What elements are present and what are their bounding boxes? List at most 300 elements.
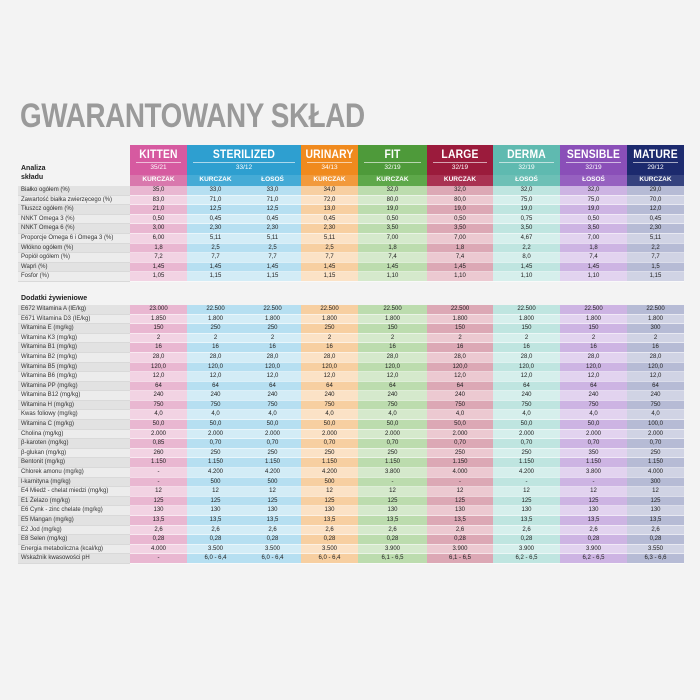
cell-value: 240 (627, 391, 684, 401)
section-spacer (427, 294, 493, 305)
cell-value: 2 (130, 333, 187, 343)
cell-value: 125 (244, 496, 301, 506)
cell-value: 16 (560, 343, 627, 353)
cell-value: 8,0 (493, 253, 560, 263)
product-name: FIT (384, 149, 401, 161)
cell-value: 0,50 (358, 214, 427, 224)
section-spacer (130, 294, 187, 305)
cell-value: 130 (560, 506, 627, 516)
cell-value: 50,0 (187, 420, 244, 430)
additives-section-row (18, 294, 684, 305)
cell-value: 1,45 (358, 262, 427, 272)
cell-value: 0,85 (130, 439, 187, 449)
protein-fat-ratio: 32/19 (566, 162, 621, 172)
cell-value: 28,0 (358, 352, 427, 362)
section-spacer (493, 294, 560, 305)
cell-value: 6,0 - 6,4 (187, 554, 244, 564)
cell-value: - (427, 477, 493, 487)
row-label: E1 Żelazo (mg/kg) (18, 496, 130, 506)
section-spacer (301, 294, 358, 305)
cell-value: 12,0 (358, 372, 427, 382)
cell-value: 4.200 (301, 468, 358, 478)
gap-cell (301, 281, 358, 294)
cell-value: 64 (358, 381, 427, 391)
cell-value: 750 (301, 400, 358, 410)
cell-value: 13,5 (358, 516, 427, 526)
cell-value: 2 (187, 333, 244, 343)
cell-value: 13,0 (301, 205, 358, 215)
row-label: E672 Witamina A (IE/kg) (18, 305, 130, 314)
cell-value: 100,0 (627, 420, 684, 430)
cell-value: 12,5 (244, 205, 301, 215)
cell-value: 50,0 (301, 420, 358, 430)
cell-value: 64 (560, 381, 627, 391)
table-row (18, 439, 684, 449)
cell-value: 13,5 (493, 516, 560, 526)
cell-value: 4.000 (627, 468, 684, 478)
row-label: Witamina B6 (mg/kg) (18, 372, 130, 382)
cell-value: 1,15 (301, 272, 358, 282)
cell-value: 3,00 (130, 224, 187, 234)
cell-value: 12 (358, 487, 427, 497)
table-row (18, 214, 684, 224)
product-header (358, 145, 427, 175)
section-spacer (627, 294, 684, 305)
cell-value: 3.500 (244, 544, 301, 554)
cell-value: 1,45 (130, 262, 187, 272)
cell-value: 75,0 (493, 195, 560, 205)
cell-value: 300 (627, 477, 684, 487)
cell-value: 150 (358, 324, 427, 334)
cell-value: 0,70 (560, 439, 627, 449)
protein-fat-ratio: 35/21 (136, 162, 181, 172)
row-label: E4 Miedź - chelat miedzi (mg/kg) (18, 487, 130, 497)
row-label: Witamina H (mg/kg) (18, 400, 130, 410)
product-name: STERILIZED (212, 149, 276, 161)
row-label: Witamina B12 (mg/kg) (18, 391, 130, 401)
table-row (18, 544, 684, 554)
cell-value: 13,5 (560, 516, 627, 526)
cell-value: 71,0 (244, 195, 301, 205)
cell-value: 3,50 (358, 224, 427, 234)
cell-value: 4,0 (427, 410, 493, 420)
cell-value: 2,6 (427, 525, 493, 535)
cell-value: 2 (358, 333, 427, 343)
cell-value: 130 (358, 506, 427, 516)
cell-value: 12 (244, 487, 301, 497)
cell-value: 1.150 (427, 458, 493, 468)
cell-value: 2,30 (244, 224, 301, 234)
cell-value: 4.200 (493, 468, 560, 478)
cell-value: 2,30 (187, 224, 244, 234)
cell-value: 7,00 (560, 233, 627, 243)
flavor-label: KURCZAK (358, 175, 427, 186)
cell-value: 125 (493, 496, 560, 506)
cell-value: 16 (187, 343, 244, 353)
cell-value: 240 (427, 391, 493, 401)
cell-value: 1,15 (627, 272, 684, 282)
cell-value: 12,5 (187, 205, 244, 215)
protein-fat-ratio: 33/12 (193, 162, 295, 172)
cell-value: 0,28 (244, 535, 301, 545)
cell-value: 1.150 (560, 458, 627, 468)
cell-value: 50,0 (493, 420, 560, 430)
table-row (18, 352, 684, 362)
cell-value: 0,70 (187, 439, 244, 449)
cell-value: 3.800 (560, 468, 627, 478)
cell-value: 4.200 (187, 468, 244, 478)
cell-value: 70,0 (627, 195, 684, 205)
cell-value: 28,0 (493, 352, 560, 362)
row-label: E2 Jod (mg/kg) (18, 525, 130, 535)
row-label: Energia metaboliczna (kcal/kg) (18, 544, 130, 554)
row-label: E671 Witamina D3 (IE/kg) (18, 314, 130, 324)
cell-value: 0,70 (358, 439, 427, 449)
cell-value: 1,45 (560, 262, 627, 272)
cell-value: 1.150 (627, 458, 684, 468)
cell-value: 13,5 (130, 516, 187, 526)
cell-value: 2,6 (358, 525, 427, 535)
cell-value: 23.000 (130, 305, 187, 314)
cell-value: - (130, 554, 187, 564)
cell-value: 1,45 (187, 262, 244, 272)
cell-value: 6,1 - 6,5 (358, 554, 427, 564)
table-row (18, 496, 684, 506)
cell-value: 240 (560, 391, 627, 401)
cell-value: 12 (627, 487, 684, 497)
table-row (18, 186, 684, 195)
cell-value: 2.000 (187, 429, 244, 439)
cell-value: 28,0 (244, 352, 301, 362)
cell-value: 6,2 - 6,5 (560, 554, 627, 564)
cell-value: 28,0 (187, 352, 244, 362)
product-header (427, 145, 493, 175)
cell-value: 750 (130, 400, 187, 410)
cell-value: 50,0 (560, 420, 627, 430)
cell-value: 2 (301, 333, 358, 343)
row-label: Bentonit (mg/kg) (18, 458, 130, 468)
cell-value: 1.150 (493, 458, 560, 468)
cell-value: 12 (187, 487, 244, 497)
product-name: KITTEN (139, 149, 178, 161)
cell-value: 29,0 (627, 186, 684, 195)
table-row (18, 272, 684, 282)
cell-value: 0,45 (627, 214, 684, 224)
cell-value: 2,6 (301, 525, 358, 535)
cell-value: 16 (493, 343, 560, 353)
row-label: Chlorek amonu (mg/kg) (18, 468, 130, 478)
cell-value: 22.500 (427, 305, 493, 314)
table-row (18, 243, 684, 253)
cell-value: 1,8 (130, 243, 187, 253)
cell-value: 750 (187, 400, 244, 410)
cell-value: 0,28 (493, 535, 560, 545)
cell-value: 2,6 (560, 525, 627, 535)
analysis-section-label (18, 164, 130, 186)
product-header (187, 145, 301, 175)
cell-value: 16 (358, 343, 427, 353)
cell-value: 4,0 (244, 410, 301, 420)
gap-cell (560, 281, 627, 294)
table-row (18, 516, 684, 526)
cell-value: 130 (427, 506, 493, 516)
cell-value: 22.500 (187, 305, 244, 314)
cell-value: 1,8 (427, 243, 493, 253)
cell-value: 64 (244, 381, 301, 391)
cell-value: 19,0 (560, 205, 627, 215)
cell-value: 3.800 (358, 468, 427, 478)
row-label: Wskaźnik kwasowości pH (18, 554, 130, 564)
cell-value: 1.150 (244, 458, 301, 468)
cell-value: 12 (427, 487, 493, 497)
cell-value: 240 (301, 391, 358, 401)
cell-value: 4,0 (627, 410, 684, 420)
cell-value: 7,4 (560, 253, 627, 263)
cell-value: 7,4 (358, 253, 427, 263)
cell-value: 12 (301, 487, 358, 497)
protein-fat-ratio: 32/19 (433, 162, 487, 172)
cell-value: 16 (627, 343, 684, 353)
row-label: Wapń (%) (18, 262, 130, 272)
cell-value: 130 (493, 506, 560, 516)
gap-cell (187, 281, 244, 294)
cell-value: 32,0 (560, 186, 627, 195)
cell-value: 6,0 - 6,4 (301, 554, 358, 564)
cell-value: 125 (358, 496, 427, 506)
cell-value: 3.550 (627, 544, 684, 554)
cell-value: - (560, 477, 627, 487)
row-label: l-karnityna (mg/kg) (18, 477, 130, 487)
cell-value: 120,0 (627, 362, 684, 372)
cell-value: 7,4 (427, 253, 493, 263)
product-header (493, 145, 560, 175)
cell-value: 0,70 (301, 439, 358, 449)
product-header (301, 145, 358, 175)
cell-value: 150 (130, 324, 187, 334)
cell-value: 12,0 (560, 372, 627, 382)
row-label: Fosfor (%) (18, 272, 130, 282)
row-label: Witamina K3 (mg/kg) (18, 333, 130, 343)
cell-value: 12,0 (627, 205, 684, 215)
cell-value: 22.500 (493, 305, 560, 314)
cell-value: 150 (427, 324, 493, 334)
cell-value: 1.800 (560, 314, 627, 324)
cell-value: 32,0 (493, 186, 560, 195)
cell-value: 28,0 (427, 352, 493, 362)
cell-value: 12,0 (627, 372, 684, 382)
cell-value: 3,50 (493, 224, 560, 234)
cell-value: 0,28 (627, 535, 684, 545)
cell-value: 33,0 (244, 186, 301, 195)
table-row (18, 314, 684, 324)
cell-value: 2.000 (130, 429, 187, 439)
cell-value: 125 (627, 496, 684, 506)
cell-value: 1.800 (301, 314, 358, 324)
table-row (18, 324, 684, 334)
analysis-label-line1: Analiza (21, 164, 46, 172)
cell-value: 32,0 (358, 186, 427, 195)
cell-value: 1,45 (493, 262, 560, 272)
cell-value: 1.800 (187, 314, 244, 324)
table-row (18, 458, 684, 468)
cell-value: 750 (493, 400, 560, 410)
cell-value: 22.500 (627, 305, 684, 314)
cell-value: 500 (301, 477, 358, 487)
protein-fat-ratio: 29/12 (633, 162, 678, 172)
cell-value: 240 (493, 391, 560, 401)
product-name: SENSIBLE (566, 149, 621, 161)
cell-value: 240 (244, 391, 301, 401)
row-label: β-karoten (mg/kg) (18, 439, 130, 449)
table-row (18, 233, 684, 243)
cell-value: 250 (187, 448, 244, 458)
table-row (18, 535, 684, 545)
cell-value: 250 (427, 448, 493, 458)
cell-value: 250 (358, 448, 427, 458)
cell-value: 4,0 (130, 410, 187, 420)
cell-value: - (130, 468, 187, 478)
cell-value: 3,50 (560, 224, 627, 234)
product-header (130, 145, 187, 175)
cell-value: 120,0 (301, 362, 358, 372)
cell-value: 0,50 (560, 214, 627, 224)
cell-value: 2 (493, 333, 560, 343)
cell-value: 120,0 (560, 362, 627, 372)
protein-fat-ratio: 34/13 (307, 162, 352, 172)
cell-value: 250 (493, 448, 560, 458)
cell-value: 2,30 (301, 224, 358, 234)
cell-value: 16 (301, 343, 358, 353)
row-label: Witamina B1 (mg/kg) (18, 343, 130, 353)
table-row (18, 448, 684, 458)
cell-value: 750 (560, 400, 627, 410)
cell-value: 130 (187, 506, 244, 516)
composition-table (18, 145, 684, 564)
cell-value: 1.800 (493, 314, 560, 324)
cell-value: 12,0 (493, 372, 560, 382)
cell-value: 7,2 (130, 253, 187, 263)
table-row (18, 205, 684, 215)
cell-value: 1,10 (493, 272, 560, 282)
cell-value: 300 (627, 324, 684, 334)
cell-value: 0,28 (427, 535, 493, 545)
cell-value: 19,0 (358, 205, 427, 215)
cell-value: 125 (427, 496, 493, 506)
table-row (18, 224, 684, 234)
section-spacer (187, 294, 244, 305)
cell-value: 6,00 (130, 233, 187, 243)
row-label: β-glukan (mg/kg) (18, 448, 130, 458)
gap-cell (493, 281, 560, 294)
cell-value: 1,10 (427, 272, 493, 282)
cell-value: 1,8 (358, 243, 427, 253)
cell-value: 7,00 (427, 233, 493, 243)
row-label: Proporcje Omega 6 i Omega 3 (%) (18, 233, 130, 243)
product-name: URINARY (305, 149, 354, 161)
cell-value: 120,0 (427, 362, 493, 372)
cell-value: 12,0 (130, 372, 187, 382)
cell-value: 1,8 (560, 243, 627, 253)
cell-value: 0,28 (301, 535, 358, 545)
row-label: Kwas foliowy (mg/kg) (18, 410, 130, 420)
table-row (18, 362, 684, 372)
section-gap (18, 281, 684, 294)
cell-value: 7,7 (301, 253, 358, 263)
cell-value: 13,5 (627, 516, 684, 526)
cell-value: 6,1 - 6,5 (427, 554, 493, 564)
row-label: E6 Cynk - zinc chelate (mg/kg) (18, 506, 130, 516)
row-label: NNKT Omega 6 (%) (18, 224, 130, 234)
protein-fat-ratio: 32/19 (499, 162, 554, 172)
cell-value: 240 (187, 391, 244, 401)
row-label: Witamina B2 (mg/kg) (18, 352, 130, 362)
cell-value: 7,7 (187, 253, 244, 263)
cell-value: 250 (627, 448, 684, 458)
cell-value: 0,70 (493, 439, 560, 449)
cell-value: 1,45 (427, 262, 493, 272)
cell-value: 5,11 (627, 233, 684, 243)
table-row (18, 381, 684, 391)
cell-value: 250 (244, 448, 301, 458)
row-label: E8 Selen (mg/kg) (18, 535, 130, 545)
cell-value: 2 (560, 333, 627, 343)
table-row (18, 262, 684, 272)
cell-value: 150 (493, 324, 560, 334)
flavor-label: ŁOSOŚ (493, 175, 560, 186)
cell-value: 33,0 (187, 186, 244, 195)
cell-value: 71,0 (187, 195, 244, 205)
cell-value: 120,0 (130, 362, 187, 372)
cell-value: 125 (560, 496, 627, 506)
cell-value: 83,0 (130, 195, 187, 205)
cell-value: 250 (301, 448, 358, 458)
flavor-label: KURCZAK (187, 175, 244, 186)
cell-value: 1,05 (130, 272, 187, 282)
cell-value: 50,0 (427, 420, 493, 430)
cell-value: 130 (130, 506, 187, 516)
cell-value: 750 (244, 400, 301, 410)
cell-value: 5,11 (301, 233, 358, 243)
cell-value: 0,28 (358, 535, 427, 545)
cell-value: 1.150 (358, 458, 427, 468)
gap-cell (244, 281, 301, 294)
table-row (18, 429, 684, 439)
cell-value: 64 (301, 381, 358, 391)
cell-value: 1,5 (627, 262, 684, 272)
cell-value: 22.500 (560, 305, 627, 314)
cell-value: 35,0 (130, 186, 187, 195)
cell-value: 28,0 (301, 352, 358, 362)
gap-cell (18, 281, 130, 294)
cell-value: 750 (358, 400, 427, 410)
cell-value: 64 (427, 381, 493, 391)
cell-value: 2.000 (358, 429, 427, 439)
flavor-label: KURCZAK (130, 175, 187, 186)
cell-value: 1.150 (130, 458, 187, 468)
row-label: Popiół ogółem (%) (18, 253, 130, 263)
cell-value: 12,0 (301, 372, 358, 382)
row-label: Białko ogółem (%) (18, 186, 130, 195)
cell-value: 0,28 (560, 535, 627, 545)
cell-value: 2 (427, 333, 493, 343)
table-row (18, 410, 684, 420)
cell-value: 28,0 (627, 352, 684, 362)
cell-value: 0,70 (627, 439, 684, 449)
cell-value: 64 (187, 381, 244, 391)
cell-value: 7,7 (244, 253, 301, 263)
cell-value: 22.500 (358, 305, 427, 314)
cell-value: 3,50 (427, 224, 493, 234)
